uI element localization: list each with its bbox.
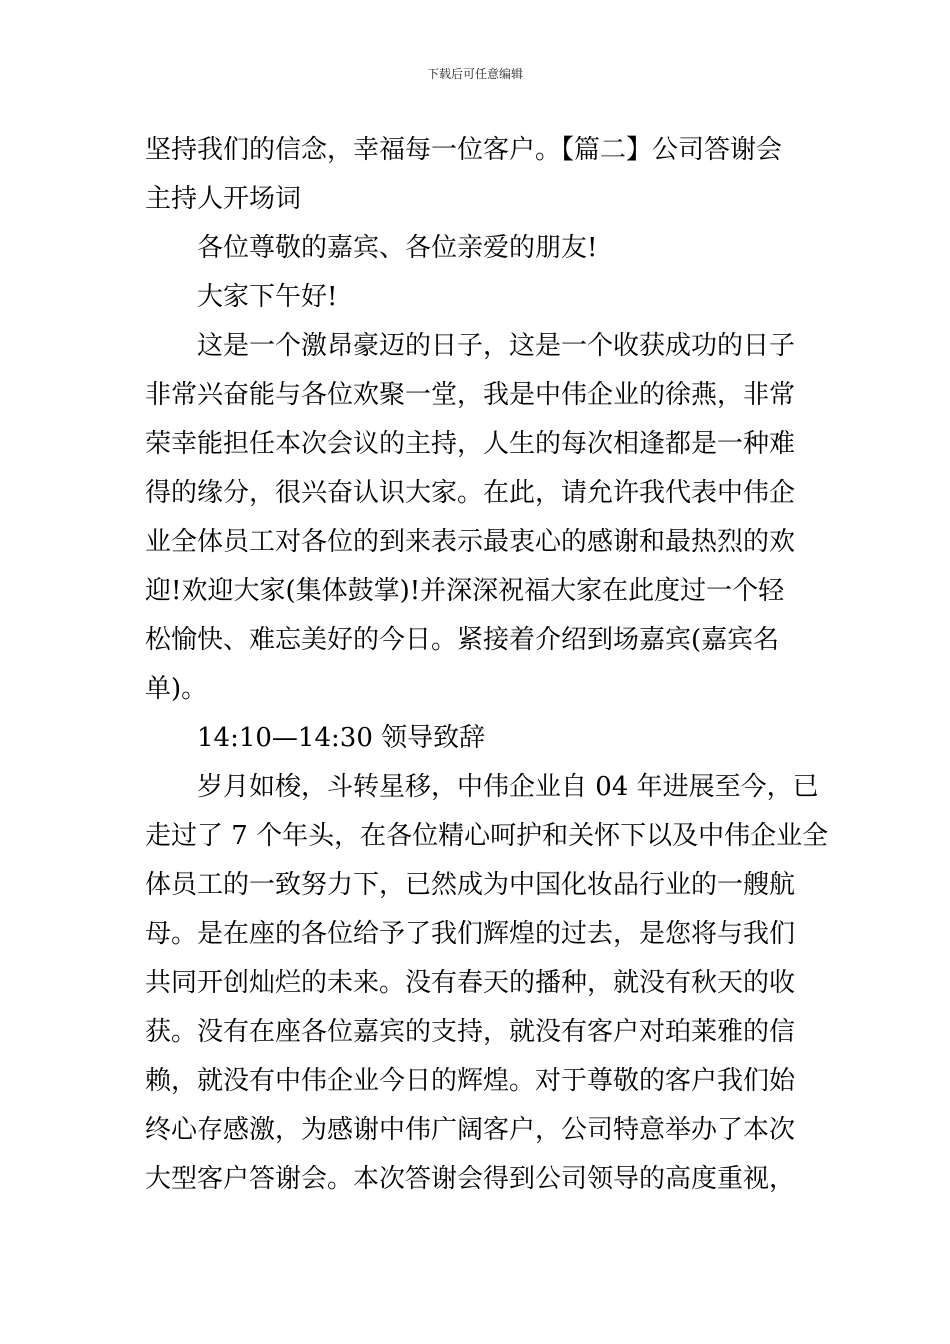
text-line: 赖，就没有中伟企业今日的辉煌。对于尊敬的客户我们始	[145, 1066, 796, 1096]
text-line: 坚持我们的信念，幸福每一位客户。【篇二】公司答谢会	[145, 135, 783, 165]
text-line: 得的缘分，很兴奋认识大家。在此，请允许我代表中伟企	[145, 478, 796, 508]
text-line: 14:10—14:30 领导致辞	[197, 723, 486, 753]
text-line: 各位尊敬的嘉宾、各位亲爱的朋友!	[197, 233, 598, 263]
text-line: 岁月如梭，斗转星移，中伟企业自 04 年进展至今，已	[197, 772, 819, 802]
text-line: 终心存感激，为感谢中伟广阔客户，公司特意举办了本次	[145, 1115, 796, 1145]
text-line: 单)。	[145, 674, 208, 704]
text-line: 母。是在座的各位给予了我们辉煌的过去，是您将与我们	[145, 919, 796, 949]
text-line: 主持人开场词	[145, 184, 302, 214]
text-line: 非常兴奋能与各位欢聚一堂，我是中伟企业的徐燕，非常	[145, 380, 796, 410]
text-line: 这是一个激昂豪迈的日子，这是一个收获成功的日子	[197, 331, 796, 361]
text-line: 共同开创灿烂的未来。没有春天的播种，就没有秋天的收	[145, 968, 796, 998]
text-line: 松愉快、难忘美好的今日。紧接着介绍到场嘉宾(嘉宾名	[145, 625, 780, 655]
page-header-note: 下载后可任意编辑	[426, 67, 523, 81]
text-line: 获。没有在座各位嘉宾的支持，就没有客户对珀莱雅的信	[145, 1017, 796, 1047]
text-line: 迎!欢迎大家(集体鼓掌)!并深深祝福大家在此度过一个轻	[145, 576, 785, 606]
document-body	[145, 126, 829, 1204]
text-line: 荣幸能担任本次会议的主持，人生的每次相逢都是一种难	[145, 429, 796, 459]
text-line: 走过了 7 个年头，在各位精心呵护和关怀下以及中伟企业全	[145, 821, 829, 851]
text-line: 体员工的一致努力下，已然成为中国化妆品行业的一艘航	[145, 870, 796, 900]
text-line: 大家下午好!	[197, 282, 338, 312]
text-line: 大型客户答谢会。本次答谢会得到公司领导的高度重视，	[145, 1164, 796, 1194]
text-line: 业全体员工对各位的到来表示最衷心的感谢和最热烈的欢	[145, 527, 796, 557]
